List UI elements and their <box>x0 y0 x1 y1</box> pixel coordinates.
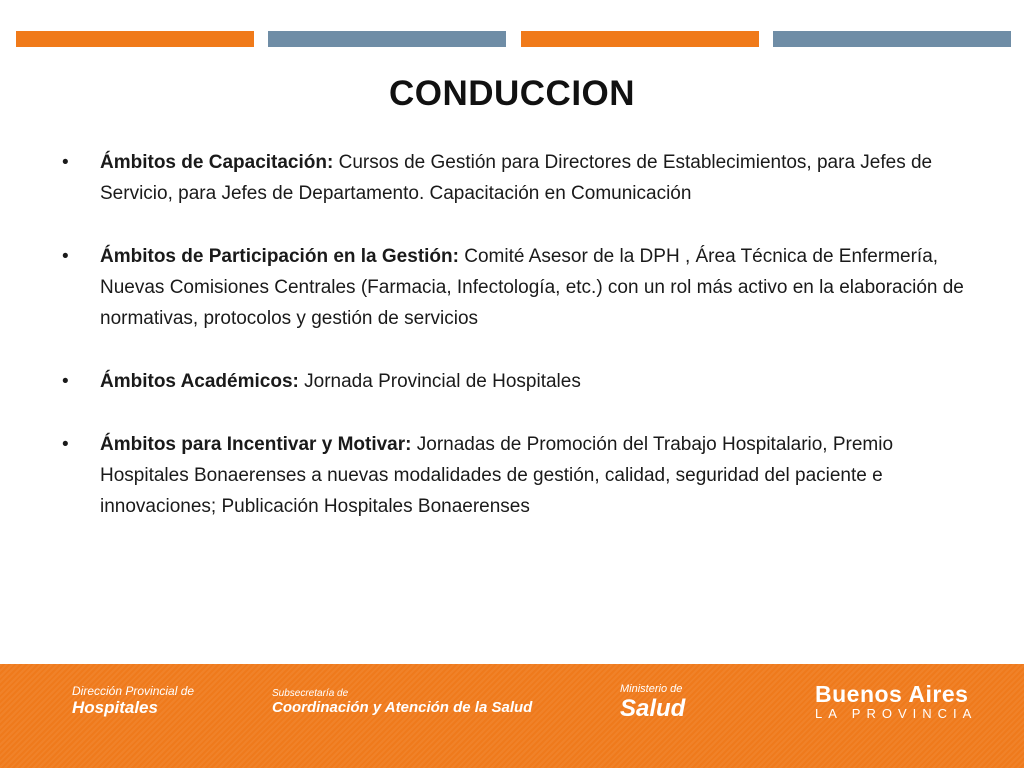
subsecretaria-logo <box>272 688 532 716</box>
header-bar-orange-2 <box>521 31 759 47</box>
bullet-text <box>100 241 973 334</box>
provincia-line1: Buenos Aires <box>815 681 969 707</box>
ministerio-salud-logo <box>620 683 685 723</box>
bullet-list <box>58 147 973 554</box>
bullet-item-participacion <box>58 241 973 334</box>
bullet-label: Ámbitos de Capacitación: <box>100 152 334 173</box>
bullet-label: Ámbitos de Participación en la Gestión: <box>100 246 459 267</box>
bullet-marker: • <box>62 246 69 267</box>
ministerio-line1: Ministerio de <box>620 683 683 695</box>
direccion-line1: Dirección Provincial de <box>72 684 195 698</box>
header-bar-orange-1 <box>16 31 254 47</box>
bullet-body: Cursos de Gestión para Directores de Establecimientos, para Jefes de Servicio, para Jefes de Departamento. Capacitación en Comunicación <box>100 152 933 204</box>
bullet-text <box>100 429 973 522</box>
buenos-aires-logo <box>815 681 977 721</box>
subsecretaria-line1: Subsecretaría de <box>272 688 349 699</box>
bullet-body: Jornadas de Promoción del Trabajo Hospitalario, Premio Hospitales Bonaerenses a nuevas modalidades de gestión, calidad, seguridad del paciente e innovaciones; Publicación Hospitales Bonaerenses <box>100 434 894 517</box>
bullet-marker: • <box>62 152 69 173</box>
header-bar-blue-2 <box>773 31 1011 47</box>
bullet-text <box>100 147 973 209</box>
bullet-body: Jornada Provincial de Hospitales <box>298 371 581 392</box>
bullet-label: Ámbitos Académicos: <box>100 371 299 392</box>
direccion-provincial-logo <box>72 684 194 718</box>
bullet-label: Ámbitos para Incentivar y Motivar: <box>100 434 412 455</box>
subsecretaria-line2: Coordinación y Atención de la Salud <box>272 699 533 716</box>
bullet-marker: • <box>62 434 69 455</box>
bullet-item-academicos <box>58 366 973 397</box>
bullet-body: Comité Asesor de la DPH , Área Técnica de Enfermería, Nuevas Comisiones Centrales (Farmacia, Infectología, etc.) con un rol más activo en la elaboración de normativas, protocolos y gestión de servicios <box>100 246 964 329</box>
ministerio-line2: Salud <box>620 695 686 722</box>
bullet-item-capacitacion <box>58 147 973 209</box>
bullet-item-incentivar <box>58 429 973 522</box>
bullet-text <box>100 366 973 397</box>
footer-band <box>0 664 1024 768</box>
direccion-line2: Hospitales <box>72 698 158 717</box>
header-bar-blue-1 <box>268 31 506 47</box>
bullet-marker: • <box>62 371 69 392</box>
provincia-line2: LA PROVINCIA <box>815 706 978 721</box>
slide-title: CONDUCCION <box>388 74 636 113</box>
